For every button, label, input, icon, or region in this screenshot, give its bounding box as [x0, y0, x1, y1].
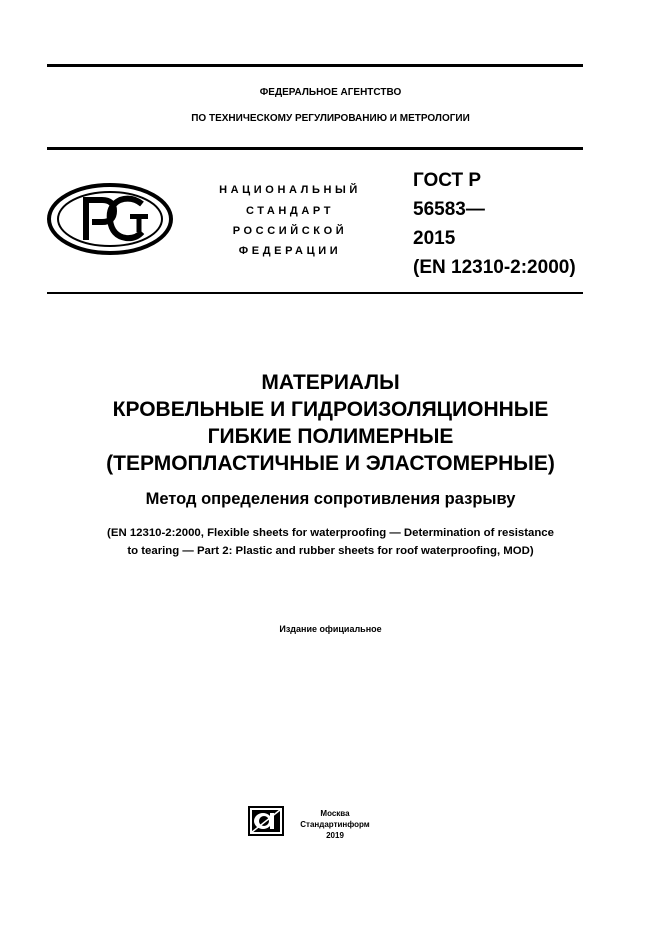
- subtitle: Метод определения сопротивления разрыву: [145, 490, 516, 508]
- agency-line-1: ФЕДЕРАЛЬНОЕ АГЕНТСТВО: [259, 87, 402, 98]
- top-rule: [47, 64, 583, 67]
- title-line-4: (ТЕРМОПЛАСТИЧНЫЕ И ЭЛАСТОМЕРНЫЕ): [106, 452, 555, 475]
- header-rule: [47, 147, 583, 150]
- agency-line-2: ПО ТЕХНИЧЕСКОМУ РЕГУЛИРОВАНИЮ И МЕТРОЛОГИИ: [191, 113, 470, 124]
- title-line-2: КРОВЕЛЬНЫЕ И ГИДРОИЗОЛЯЦИОННЫЕ: [112, 398, 549, 421]
- designation-rule: [47, 292, 583, 294]
- standard-type-line-3: РОССИЙСКОЙ: [232, 225, 348, 237]
- publisher-name: Стандартинформ: [300, 820, 370, 829]
- rst-logo-icon: [46, 182, 174, 256]
- en-reference-line-1: (EN 12310-2:2000, Flexible sheets for waterproofing — Determination of resistance: [107, 527, 554, 539]
- standard-type-line-2: СТАНДАРТ: [245, 205, 335, 217]
- title-line-3: ГИБКИЕ ПОЛИМЕРНЫЕ: [207, 425, 454, 448]
- designation-line-3: 2015: [413, 228, 456, 249]
- designation-line-4: (EN 12310-2:2000): [413, 257, 576, 278]
- publisher-logo-icon: [248, 806, 284, 836]
- title-line-1: МАТЕРИАЛЫ: [261, 371, 400, 394]
- standard-type-line-4: ФЕДЕРАЦИИ: [238, 245, 342, 257]
- en-reference-line-2: to tearing — Part 2: Plastic and rubber sheets for roof waterproofing, MOD): [127, 545, 534, 557]
- publisher-year: 2019: [326, 831, 344, 840]
- designation-line-2: 56583—: [413, 199, 485, 220]
- standard-type-line-1: НАЦИОНАЛЬНЫЙ: [219, 184, 361, 196]
- publisher-city: Москва: [320, 809, 350, 818]
- designation-line-1: ГОСТ Р: [413, 170, 482, 191]
- edition-label: Издание официальное: [279, 624, 382, 634]
